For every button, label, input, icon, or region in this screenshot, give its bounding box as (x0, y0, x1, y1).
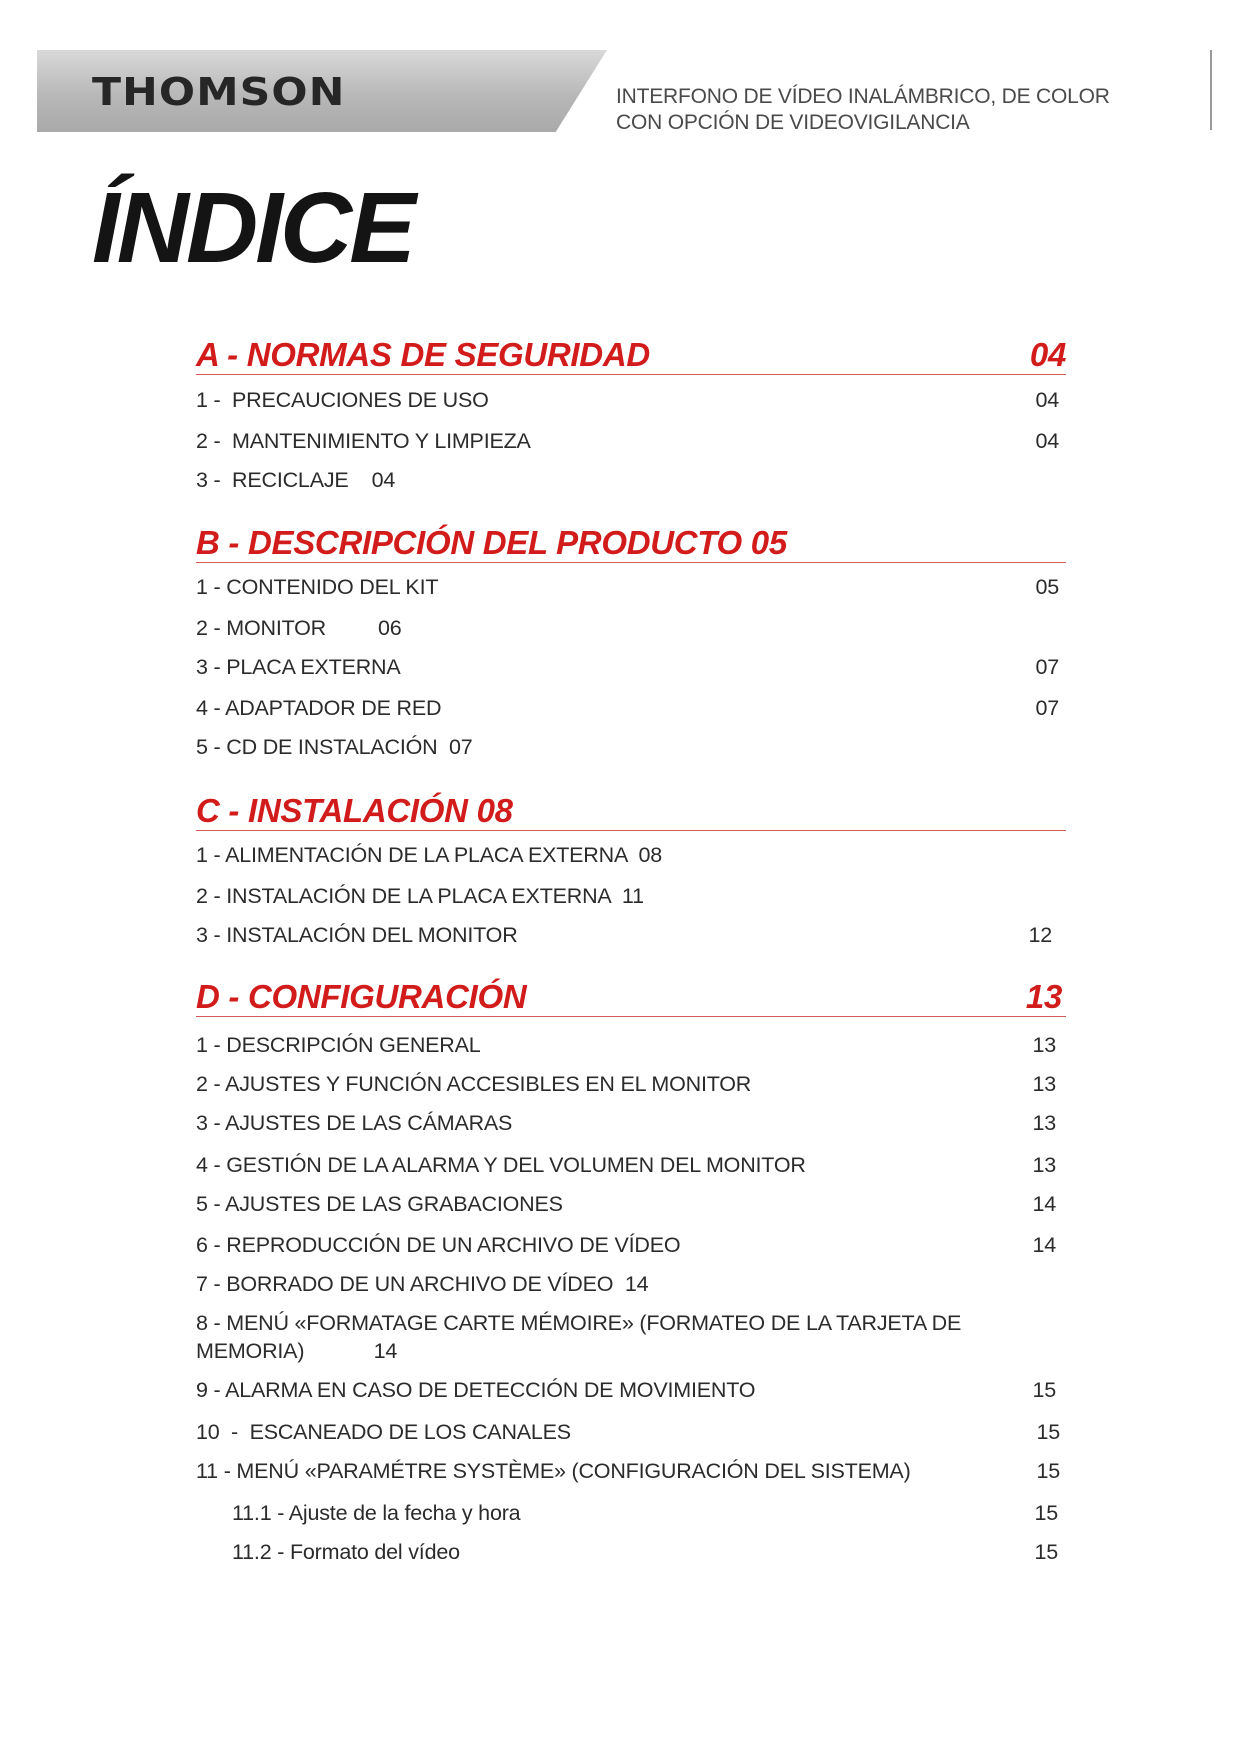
toc-entry-label: 2 - MANTENIMIENTO Y LIMPIEZA (196, 429, 531, 453)
section-c (196, 792, 1066, 831)
section-heading-label: C - INSTALACIÓN 08 (196, 792, 513, 829)
toc-entry-label: 1 - DESCRIPCIÓN GENERAL (196, 1033, 481, 1057)
toc-entry-label: 1 - CONTENIDO DEL KIT (196, 575, 439, 599)
section-heading[interactable] (196, 792, 1066, 831)
toc-entry-page: 13 (1032, 1072, 1056, 1096)
toc-entry-label: 10 - ESCANEADO DE LOS CANALES (196, 1420, 571, 1444)
page-title: ÍNDICE (92, 172, 413, 284)
section-heading-label: B - DESCRIPCIÓN DEL PRODUCTO 05 (196, 524, 787, 561)
document-subtitle (616, 84, 1110, 136)
toc-entry-page: 15 (1032, 1378, 1056, 1402)
toc-entry-page: 15 (1036, 1420, 1060, 1444)
toc-entry-label: 5 - CD DE INSTALACIÓN 07 (196, 735, 473, 759)
toc-entry-page: 15 (1034, 1501, 1058, 1525)
section-a (196, 336, 1066, 375)
toc-entry-label: 8 - MENÚ «FORMATAGE CARTE MÉMOIRE» (FORMATEO DE LA TARJETA DE MEMORIA) 14 (196, 1311, 967, 1363)
section-heading[interactable] (196, 978, 1066, 1017)
section-b (196, 524, 1066, 563)
toc-entry-label: 4 - ADAPTADOR DE RED (196, 696, 442, 720)
toc-entry-label: 7 - BORRADO DE UN ARCHIVO DE VÍDEO 14 (196, 1272, 649, 1296)
toc-entry-label: 6 - REPRODUCCIÓN DE UN ARCHIVO DE VÍDEO (196, 1233, 681, 1257)
section-heading[interactable] (196, 524, 1066, 563)
toc-entry-label: 1 - PRECAUCIONES DE USO (196, 388, 489, 412)
toc-entry-label: 1 - ALIMENTACIÓN DE LA PLACA EXTERNA 08 (196, 843, 662, 867)
brand-logo: THOMSON (92, 70, 346, 114)
toc-entry-label: 11.1 - Ajuste de la fecha y hora (232, 1501, 521, 1525)
toc-entry-page: 07 (1035, 655, 1059, 679)
corner-rule (1210, 50, 1212, 130)
toc-entry-label: 11.2 - Formato del vídeo (232, 1540, 460, 1564)
toc-entry-label: 3 - AJUSTES DE LAS CÁMARAS (196, 1111, 513, 1135)
toc-entry-label: 3 - RECICLAJE 04 (196, 468, 396, 492)
toc-entry-label: 4 - GESTIÓN DE LA ALARMA Y DEL VOLUMEN DEL MONITOR (196, 1153, 806, 1177)
toc-entry-label: 2 - MONITOR 06 (196, 616, 402, 640)
toc-entry-page: 13 (1032, 1111, 1056, 1135)
section-heading-page: 04 (1029, 336, 1066, 373)
subtitle-line-1: INTERFONO DE VÍDEO INALÁMBRICO, DE COLOR (616, 85, 1110, 108)
toc-entry-label: 2 - AJUSTES Y FUNCIÓN ACCESIBLES EN EL MONITOR (196, 1072, 752, 1096)
toc-entry-label: 5 - AJUSTES DE LAS GRABACIONES (196, 1192, 563, 1216)
toc-entry-label: 3 - INSTALACIÓN DEL MONITOR (196, 923, 518, 947)
toc-entry-page: 13 (1032, 1033, 1056, 1057)
section-heading-page: 13 (1025, 978, 1062, 1015)
section-heading[interactable] (196, 336, 1066, 375)
section-d (196, 978, 1066, 1017)
toc-entry-page: 04 (1035, 388, 1059, 412)
toc-entry-page: 04 (1035, 429, 1059, 453)
toc-entry-page: 05 (1035, 575, 1059, 599)
toc-entry-label: 11 - MENÚ «PARAMÉTRE SYSTÈME» (CONFIGURACIÓN DEL SISTEMA) (196, 1459, 911, 1483)
section-heading-label: D - CONFIGURACIÓN (196, 978, 527, 1015)
toc-entry-page: 14 (1032, 1233, 1056, 1257)
toc-entry-page: 13 (1032, 1153, 1056, 1177)
toc-entry-page: 07 (1035, 696, 1059, 720)
toc-entry-page: 15 (1036, 1459, 1060, 1483)
toc-entry-page: 12 (1028, 923, 1052, 947)
toc-entry-label: 3 - PLACA EXTERNA (196, 655, 401, 679)
subtitle-line-2: CON OPCIÓN DE VIDEOVIGILANCIA (616, 111, 970, 134)
section-heading-label: A - NORMAS DE SEGURIDAD (196, 336, 650, 373)
toc-entry-label: 2 - INSTALACIÓN DE LA PLACA EXTERNA 11 (196, 884, 644, 908)
toc-entry-page: 14 (1032, 1192, 1056, 1216)
toc-entry-label: 9 - ALARMA EN CASO DE DETECCIÓN DE MOVIMIENTO (196, 1378, 756, 1402)
toc-entry-page: 15 (1034, 1540, 1058, 1564)
